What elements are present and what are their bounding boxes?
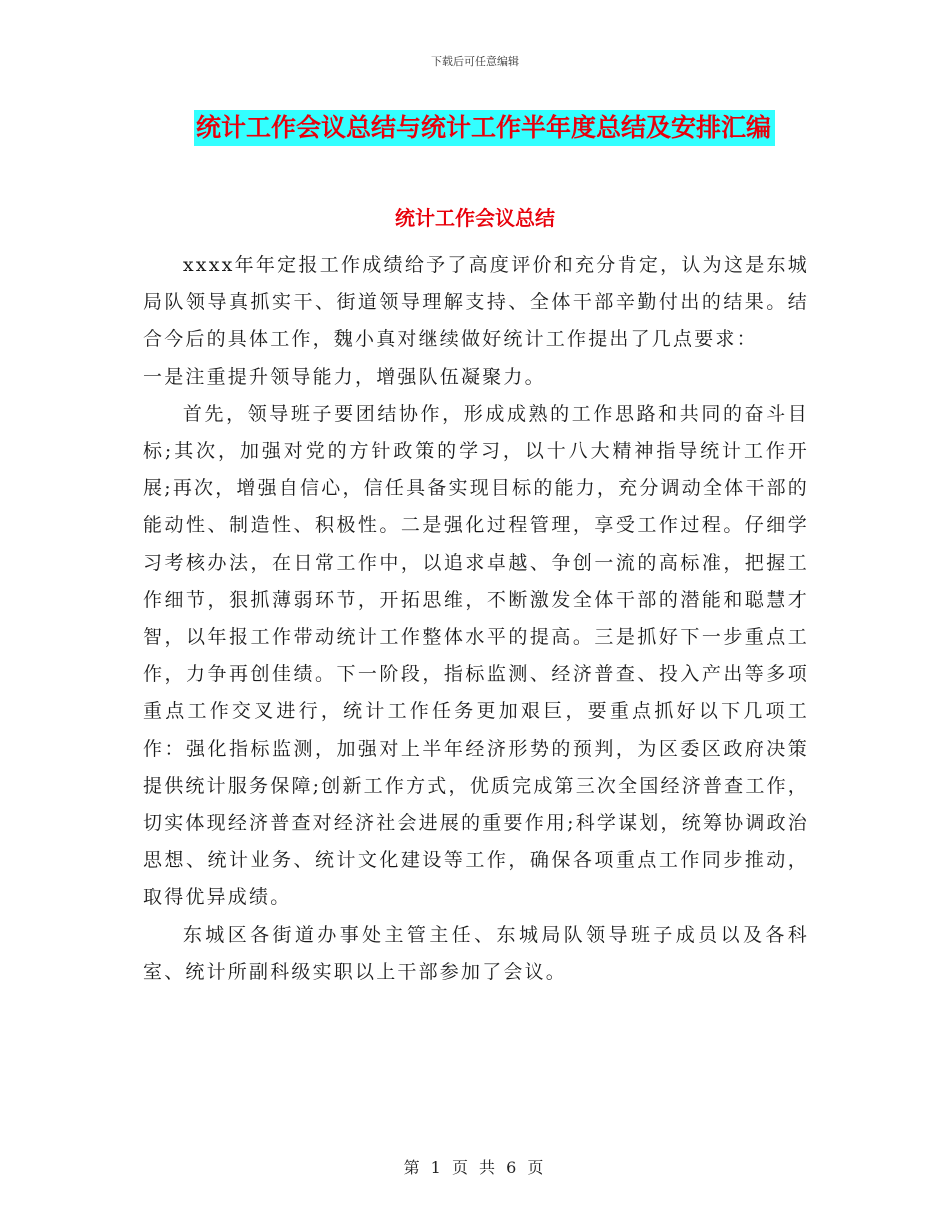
page-header-note: 下载后可任意编辑 <box>431 55 519 68</box>
page-number-footer: 第 1 页 共 6 页 <box>403 1158 547 1177</box>
section-title: 统计工作会议总结 <box>395 206 555 230</box>
paragraph-4: 东城区各街道办事处主管主任、东城局队领导班子成员以及各科室、统计所副科级实职以上干部参加了会议。 <box>143 923 809 983</box>
document-body <box>143 247 809 991</box>
document-title: 统计工作会议总结与统计工作半年度总结及安排汇编 <box>194 110 775 146</box>
paragraph-1: xxxx年年定报工作成绩给予了高度评价和充分肯定，认为这是东城局队领导真抓实干、街道领导理解支持、全体干部辛勤付出的结果。结合今后的具体工作，魏小真对继续做好统计工作提出了几点要求： <box>143 254 809 351</box>
paragraph-3: 首先，领导班子要团结协作，形成成熟的工作思路和共同的奋斗目标;其次，加强对党的方针政策的学习，以十八大精神指导统计工作开展;再次，增强自信心，信任具备实现目标的能力，充分调动全体干部的能动性、制造性、积极性。二是强化过程管理，享受工作过程。仔细学习考核办法，在日常工作中，以追求卓越、争创一流的高标准，把握工作细节，狠抓薄弱环节，开拓思维，不断激发全体干部的潜能和聪慧才智，以年报工作带动统计工作整体水平的提高。三是抓好下一步重点工作，力争再创佳绩。下一阶段，指标监测、经济普查、投入产出等多项重点工作交叉进行，统计工作任务更加艰巨，要重点抓好以下几项工作：强化指标监测，加强对上半年经济形势的预判，为区委区政府决策提供统计服务保障;创新工作方式，优质完成第三次全国经济普查工作，切实体现经济普查对经济社会进展的重要作用;科学谋划，统筹协调政治思想、统计业务、统计文化建设等工作，确保各项重点工作同步推动，取得优异成绩。 <box>143 402 809 909</box>
paragraph-2: 一是注重提升领导能力，增强队伍凝聚力。 <box>143 365 546 388</box>
